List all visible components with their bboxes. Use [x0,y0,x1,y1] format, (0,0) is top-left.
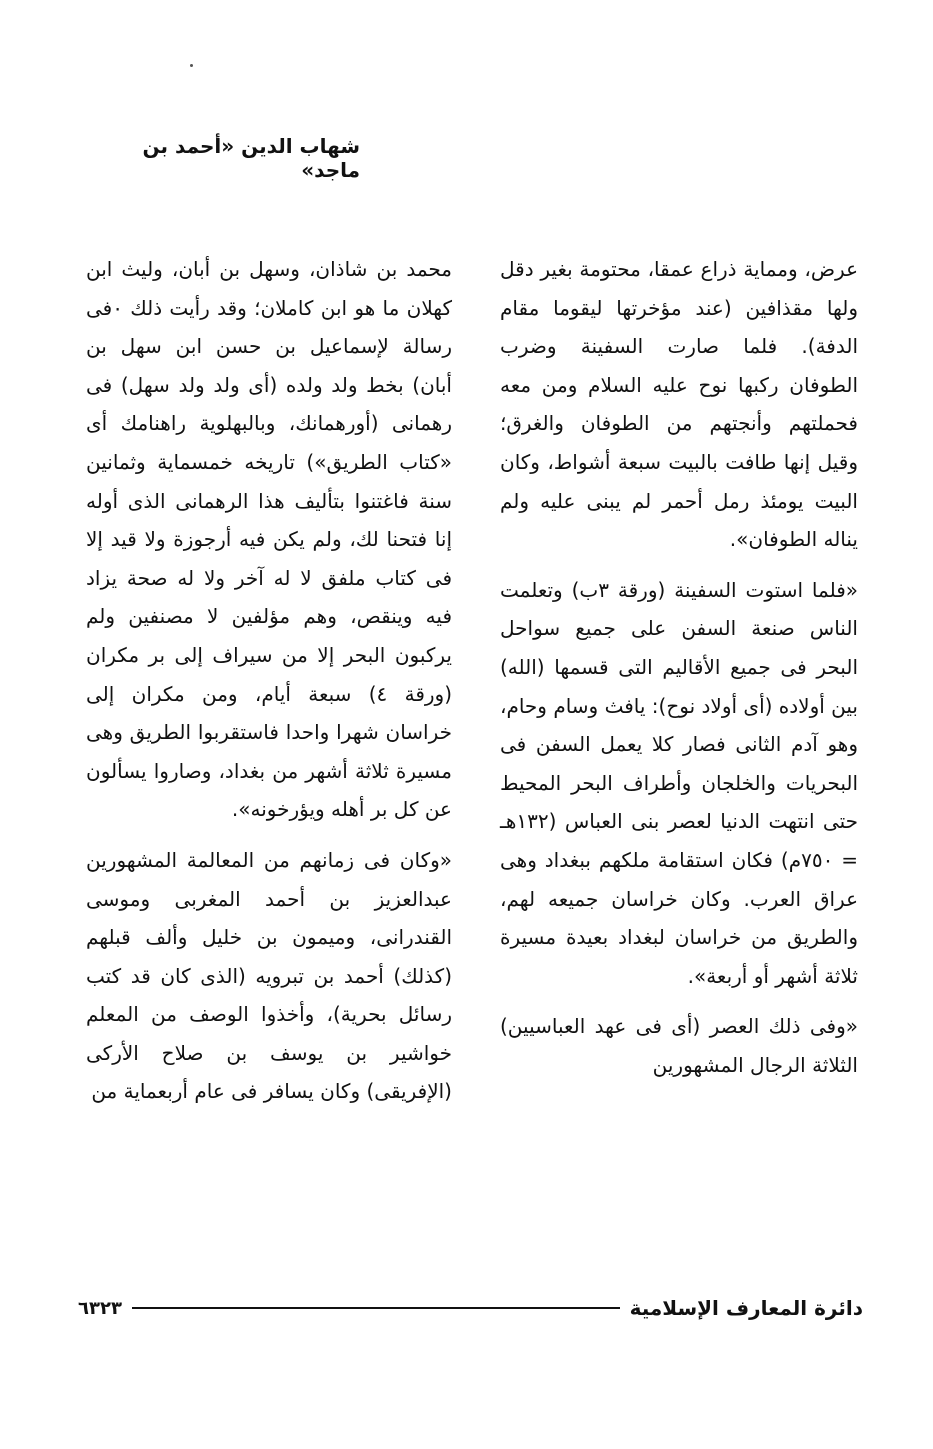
paragraph: «فلما استوت السفينة (ورقة ٣ب) وتعلمت الناس صنعة السفن على جميع سواحل البحر فى جميع الأقاليم التى قسمها (الله) بين أولاده (أى أولاد نوح): يافث وسام وحام، وهو آدم الثانى فصار كلا يعمل السفن فى البحريات والخلجان وأطراف البحر المحيط حتى انتهت الدنيا لعصر بنى العباس (١٣٢هـ = ٧٥٠م) فكان استقامة ملكهم ببغداد وهى عراق العرب. وكان خراسان جميعه لهم، والطريق من خراسان لبغداد بعيدة مسيرة ثلاثة أشهر أو أربعة». [500,577,858,988]
paragraph: «وفى ذلك العصر (أى فى عهد العباسيين) الثلاثة الرجال المشهورين [500,1014,858,1077]
footer-rule [132,1307,620,1309]
footer-title: دائرة المعارف الإسلامية [629,1296,863,1320]
page-number: ٦٣٢٣ [78,1297,122,1319]
running-header: شهاب الدين «أحمد بن ماجد» [142,134,360,182]
paragraph: محمد بن شاذان، وسهل بن أبان، وليث ابن كهلان ما هو ابن كاملان؛ وقد رأيت ذلك ٠فى رسالة لإسماعيل بن حسن ابن سهل بن أبان) بخط ولد ولده (أى ولد ولد سهل) فى رهمانى (أورهمانك، وبالبهلوية راهنامك أى «كتاب الطريق») تاريخه خمسماية وثمانين سنة فاغتنوا بتأليف هذا الرهمانى الذى أوله إنا فتحنا لك، ولم يكن فيه أرجوزة ولا قيد إلا فى كتاب ملفق لا له آخر ولا له صحة يزاد فيه وينقص، وهم مؤلفين لا مصنفين ولم يركبون البحر إلا من سيراف إلى بر مكران (ورقة ٤) سبعة أيام، ومن مكران إلى خراسان شهرا واحدا فاستقربوا الطريق وهى مسيرة ثلاثة أشهر من بغداد، وصاروا يسألون عن كل بر أهله ويؤرخونه». [86,257,452,822]
left-column [86,250,452,1111]
right-column [500,250,858,1084]
scan-speck [190,64,193,67]
paragraph: «وكان فى زمانهم من المعالمة المشهورين عبدالعزيز بن أحمد المغربى وموسى القندرانى، وميمون بن خليل وألف قبلهم (كذلك) أحمد بن تبرويه (الذى كان قد كتب رسائل بحرية)، وأخذوا الوصف من المعلم خواشير بن يوسف بن صلاح الأركى (الإفريقى) وكان يسافر فى عام أربعماية من [86,847,452,1104]
paragraph: عرض، ومماية ذراع عمقا، محتومة بغير دقل ولها مقذافين (عند مؤخرتها ليقوما مقام الدفة). فلما صارت السفينة وضرب الطوفان ركبها نوح عليه السلام ومن معه فحملتهم وأنجتهم من الطوفان والغرق؛ وقيل إنها طافت بالبيت سبعة أشواط، وكان البيت يومئذ رمل أحمر لم يبنى عليه ولم يناله الطوفان». [500,257,858,552]
page-footer [78,1288,863,1328]
